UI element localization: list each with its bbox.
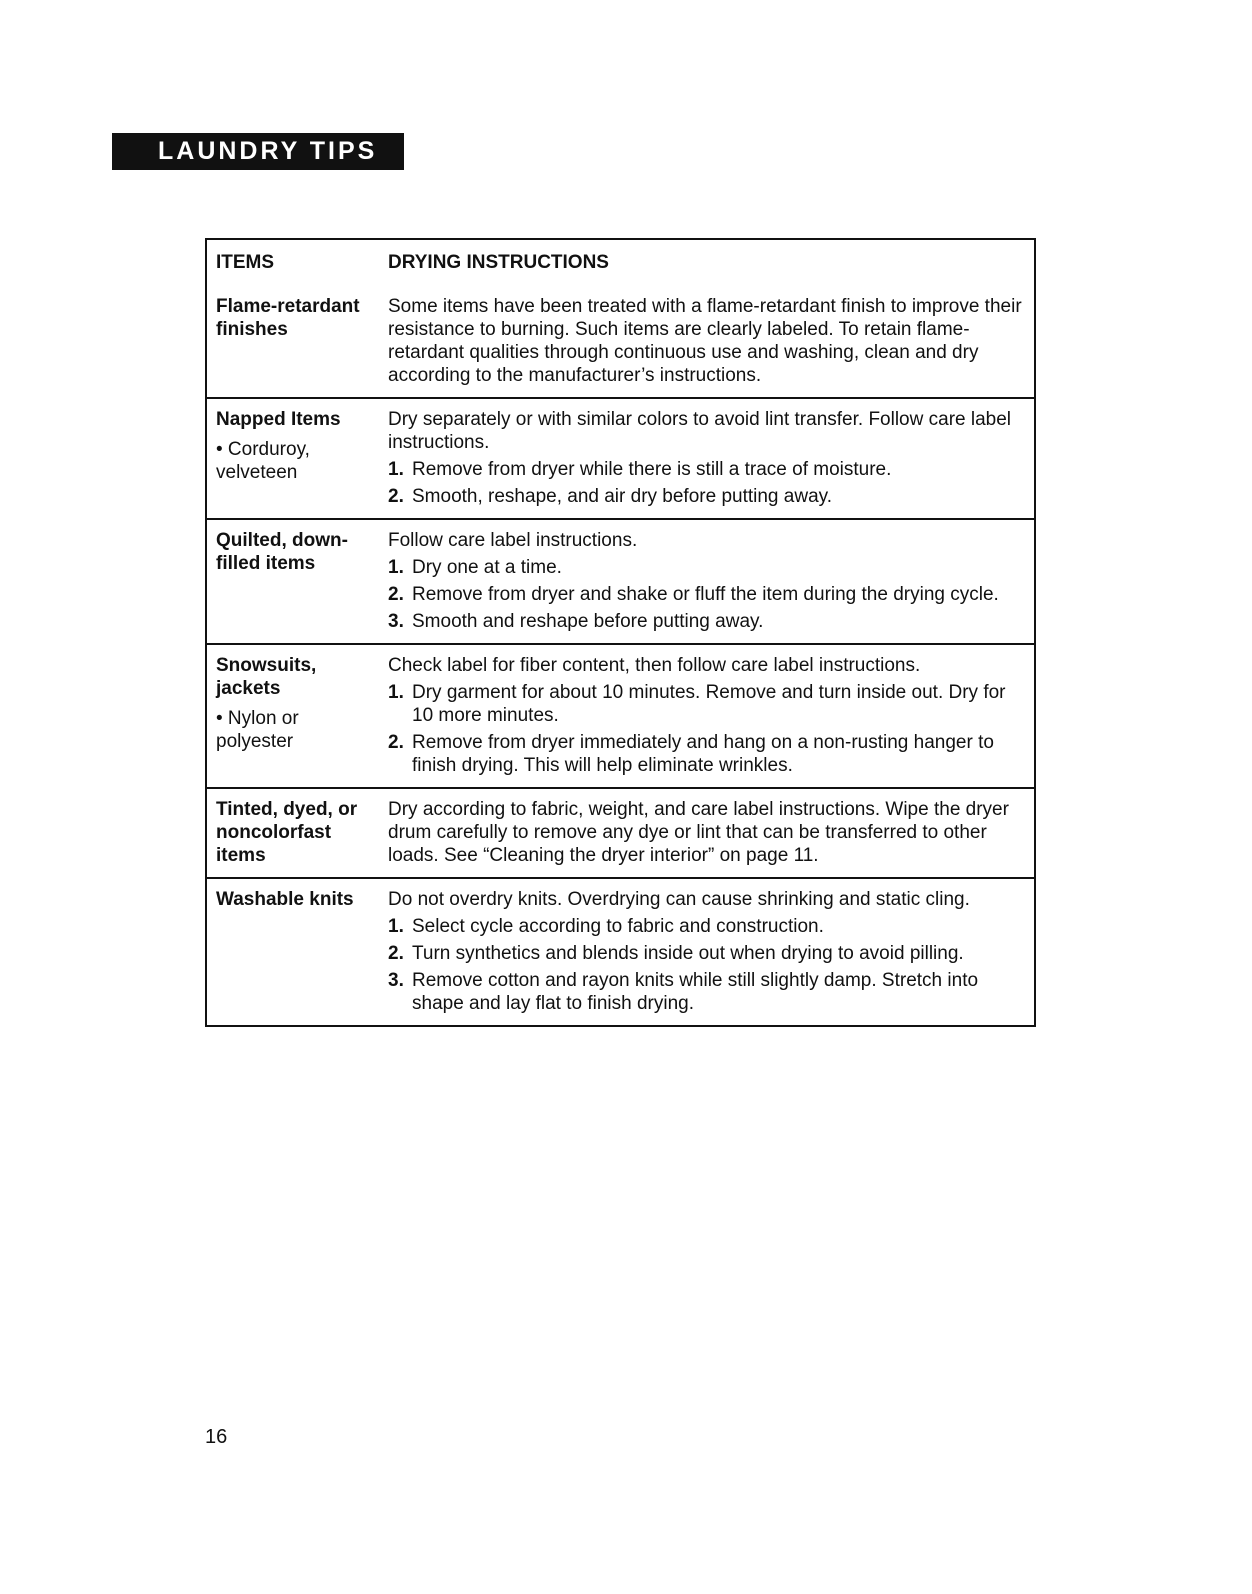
- instructions-cell: [372, 286, 1035, 398]
- item-cell: [206, 286, 372, 398]
- step-number: 3.: [388, 970, 404, 991]
- instructions-cell: [372, 788, 1035, 878]
- drying-instructions-table: [205, 238, 1036, 1027]
- instruction-intro: Dry according to fabric, weight, and care label instructions. Wipe the dryer drum carefully to remove any dye or lint that can be transferred to other loads. See “Cleaning the dryer interior” on page 11.: [388, 799, 1009, 866]
- instruction-step: [388, 610, 1026, 633]
- instruction-intro: Check label for fiber content, then follow care label instructions.: [388, 655, 921, 676]
- item-cell: [206, 398, 372, 519]
- table-row: [206, 878, 1035, 1026]
- step-number: 1.: [388, 682, 404, 703]
- instruction-step: [388, 731, 1026, 777]
- instruction-intro: Dry separately or with similar colors to avoid lint transfer. Follow care label instructions.: [388, 409, 1012, 453]
- instruction-steps: [388, 458, 1026, 508]
- section-title: LAUNDRY TIPS: [158, 137, 378, 165]
- step-text: Select cycle according to fabric and construction.: [412, 916, 824, 937]
- instruction-intro: Some items have been treated with a flame-retardant finish to improve their resistance to burning. Such items are clearly labeled. To retain flame-retardant qualities through continuous use and washing, clean and dry according to the manufacturer’s instructions.: [388, 296, 1022, 386]
- table-row: [206, 788, 1035, 878]
- section-title-banner: [112, 133, 404, 170]
- instruction-step: [388, 485, 1026, 508]
- instruction-step: [388, 556, 1026, 579]
- instructions-cell: [372, 398, 1035, 519]
- step-text: Remove from dryer immediately and hang on a non-rusting hanger to finish drying. This will help eliminate wrinkles.: [412, 732, 994, 776]
- table-row: [206, 398, 1035, 519]
- step-number: 2.: [388, 732, 404, 753]
- item-name: Washable knits: [216, 889, 354, 910]
- instruction-intro: Do not overdry knits. Overdrying can cause shrinking and static cling.: [388, 889, 970, 910]
- step-number: 2.: [388, 943, 404, 964]
- step-text: Remove from dryer and shake or fluff the item during the drying cycle.: [412, 584, 999, 605]
- step-text: Remove cotton and rayon knits while still slightly damp. Stretch into shape and lay flat to finish drying.: [412, 970, 979, 1014]
- step-number: 2.: [388, 486, 404, 507]
- instruction-steps: [388, 915, 1026, 1015]
- step-text: Dry garment for about 10 minutes. Remove and turn inside out. Dry for 10 more minutes.: [412, 682, 1006, 726]
- column-header-instructions: DRYING INSTRUCTIONS: [388, 252, 609, 273]
- instruction-intro: Follow care label instructions.: [388, 530, 638, 551]
- instruction-step: [388, 942, 1026, 965]
- item-subtype: • Nylon or polyester: [216, 708, 299, 752]
- table-row: [206, 519, 1035, 644]
- item-name: Quilted, down-filled items: [216, 530, 348, 574]
- instruction-step: [388, 681, 1026, 727]
- column-header-items: ITEMS: [216, 252, 275, 273]
- table-row: [206, 644, 1035, 788]
- step-text: Turn synthetics and blends inside out when drying to avoid pilling.: [412, 943, 964, 964]
- step-text: Smooth and reshape before putting away.: [412, 611, 764, 632]
- item-name: Snowsuits, jackets: [216, 655, 317, 699]
- instruction-step: [388, 583, 1026, 606]
- instruction-step: [388, 915, 1026, 938]
- table-row: [206, 286, 1035, 398]
- instruction-step: [388, 458, 1026, 481]
- table-body: [206, 286, 1035, 1026]
- item-name: Tinted, dyed, or noncolorfast items: [216, 799, 358, 866]
- step-number: 1.: [388, 916, 404, 937]
- step-number: 1.: [388, 557, 404, 578]
- step-number: 3.: [388, 611, 404, 632]
- item-subtype: • Corduroy, velveteen: [216, 439, 310, 483]
- item-cell: [206, 519, 372, 644]
- page-number: 16: [205, 1426, 228, 1448]
- instructions-cell: [372, 519, 1035, 644]
- step-text: Smooth, reshape, and air dry before putting away.: [412, 486, 833, 507]
- item-cell: [206, 788, 372, 878]
- instruction-steps: [388, 681, 1026, 777]
- step-number: 1.: [388, 459, 404, 480]
- item-name: Napped Items: [216, 409, 341, 430]
- table-header-row: [206, 239, 1035, 286]
- item-cell: [206, 878, 372, 1026]
- step-number: 2.: [388, 584, 404, 605]
- item-cell: [206, 644, 372, 788]
- instructions-cell: [372, 644, 1035, 788]
- instructions-cell: [372, 878, 1035, 1026]
- instruction-step: [388, 969, 1026, 1015]
- item-name: Flame-retardant finishes: [216, 296, 360, 340]
- instruction-steps: [388, 556, 1026, 633]
- step-text: Dry one at a time.: [412, 557, 562, 578]
- step-text: Remove from dryer while there is still a trace of moisture.: [412, 459, 892, 480]
